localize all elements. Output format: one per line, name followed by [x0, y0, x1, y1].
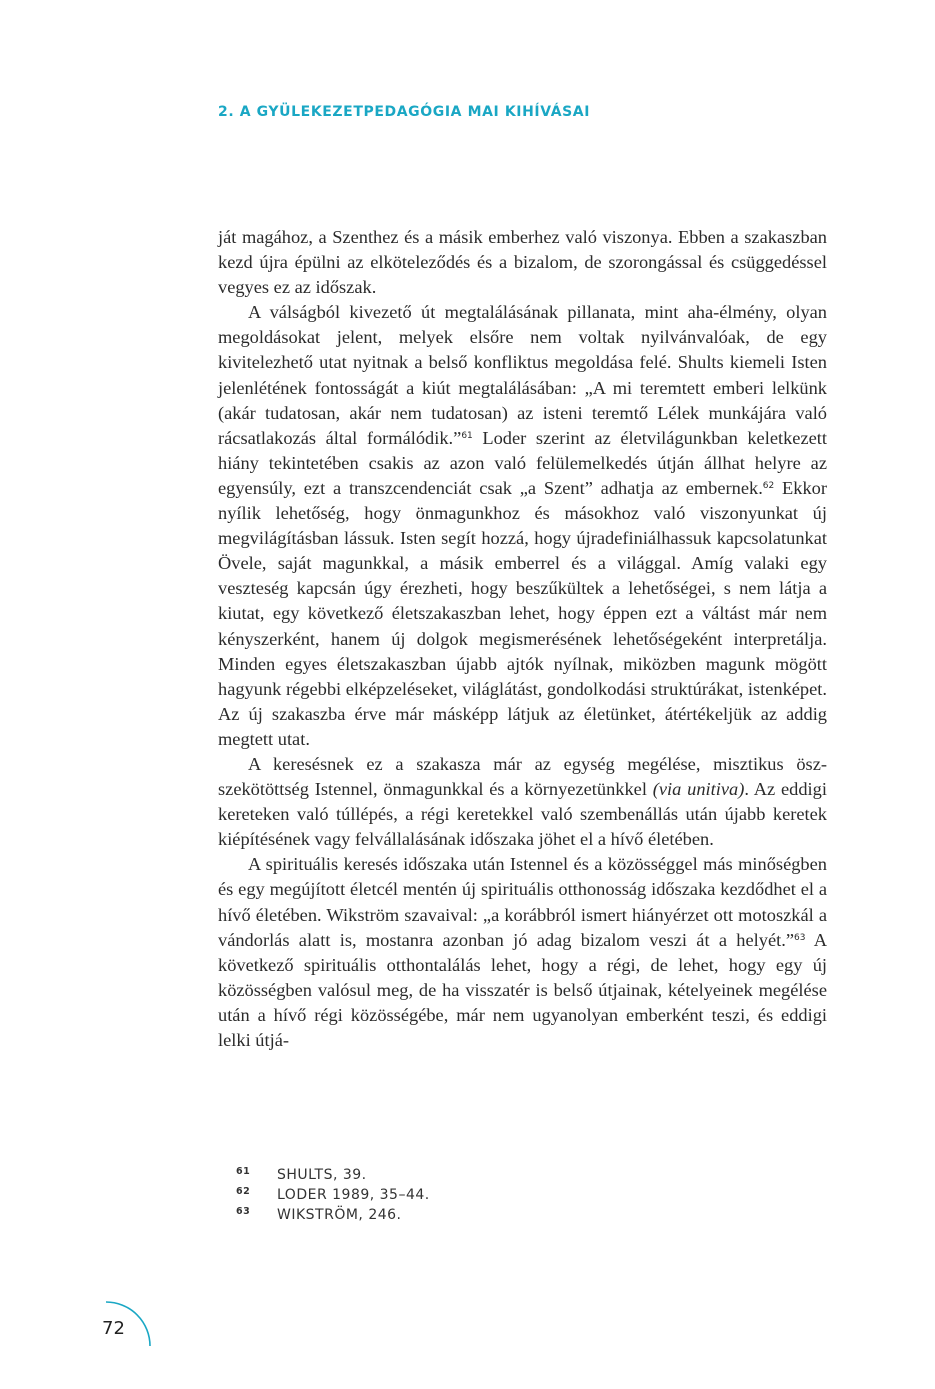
paragraph-4-part-a: A spirituális keresés időszaka után Istennel és a közösséggel más minőségben és egy megújított életcél mentén új spirituális otthonosság időszaka kezdődhet el a hívő életében. Wikström szavaival: „a korábbról ismert hiányérzet ott motoszkál a vándorlás alatt is, mostanra azonban jó adag bizalom veszi át a helyét.”: [218, 854, 827, 950]
paragraph-4: [218, 852, 827, 1053]
paragraph-2-part-c: Ekkor nyílik lehetőség, hogy önmagunkhoz és másokhoz való viszonyunkat új megvilágításban lássuk. Isten segít hozzá, hogy újradefiniálhassuk kapcsolatunkat Övele, saját magunkkal, a másik emberrel és a világgal. Amíg valaki egy veszteség kapcsán úgy érezheti, hogy beszűkültek a lehetőségei, s nem látja a kiutat, egy következő életszakaszban lehet, hogy éppen ezt a váltást már nem kényszerként, hanem új dolgok megismerésének lehetőségeként interpretálja. Minden egyes életszakaszban újabb ajtók nyílnak, miközben magunk mögött hagyunk régebbi elképzeléseket, világlátást, gondolkodási struktúrákat, istenképet. Az új szakaszba érve már másképp látjuk az életünket, átértékeljük az addig megtett utat.: [218, 477, 827, 749]
footnote-62: [236, 1187, 430, 1207]
footnote-number: 62: [236, 1186, 251, 1197]
footnote-ref-62[interactable]: 62: [762, 480, 775, 491]
paragraph-3-italic: (via unitiva): [652, 779, 745, 800]
running-header: 2. A GYÜLEKEZETPEDAGÓGIA MAI KIHÍVÁSAI: [218, 104, 591, 120]
paragraph-2: [218, 300, 827, 752]
footnote-text: SHULTS, 39.: [277, 1167, 367, 1183]
page-number: 72: [102, 1318, 125, 1339]
paragraph-4-part-b: A következő spirituális otthontalálás lehet, hogy a régi, de lehet, hogy egy új közösségben valósul meg, de ha visszatér is belső útjainak, kételyeinek megélése után a hívő régi közösségébe, már nem ugyanolyan emberként teszi, és eddigi lelki útjá-: [218, 929, 827, 1050]
paragraph-2-part-a: A válságból kivezető út megtalálásának pillanata, mint aha-élmény, olyan megoldásokat jelent, melyek elsőre nem voltak nyilvánvalóak, de egy kivitelezhető utat nyitnak a belső konfliktus megoldása felé. Shults kiemeli Isten jelenlétének fontosságát a kiút megtalálásában: „A mi teremtett emberi lelkünk (akár tudatosan, akár nem tudatosan) az isteni teremtő Lélek munkájára való rácsatlakozás által formálódik.”: [218, 302, 827, 448]
footnote-61: [236, 1167, 430, 1187]
footnote-number: 63: [236, 1206, 251, 1217]
footnote-ref-63[interactable]: 63: [793, 932, 806, 943]
paragraph-3: [218, 752, 827, 852]
footnote-63: [236, 1207, 430, 1227]
paragraph-2-part-b: Loder szerint az életvilágunkban keletkezett hiány tekintetében csakis az azon való felülemelkedés útján állhat helyre az egyensúly, ezt a transzcendenciát csak „a Szent” adhatja az embernek.: [218, 427, 827, 498]
paragraph-1: ját magához, a Szenthez és a másik emberhez való viszonya. Ebben a szakaszban kezd újra épülni az elköteleződés és a bizalom, de szorongással és csüggedéssel vegyes ez az időszak.: [218, 227, 827, 298]
footnote-number: 61: [236, 1166, 251, 1177]
body-text: [218, 225, 827, 1053]
paragraph-3-part-b: . Az eddigi kereteken való túllépés, a régi keretekkel való szembenállás után újabb keretek kiépítésének vagy felvállalásának időszaka jöhet el a hívő életében.: [218, 779, 827, 850]
footnote-ref-61[interactable]: 61: [461, 430, 473, 441]
footnote-text: LODER 1989, 35–44.: [277, 1187, 430, 1203]
footnote-text: WIKSTRÖM, 246.: [277, 1207, 402, 1223]
footnotes: [236, 1167, 430, 1227]
paragraph-3-part-a: A keresésnek ez a szakasza már az egység megélése, misztikus öszszekötöttség Istennel, önmagunkkal és a környezetünkkel: [218, 753, 827, 800]
